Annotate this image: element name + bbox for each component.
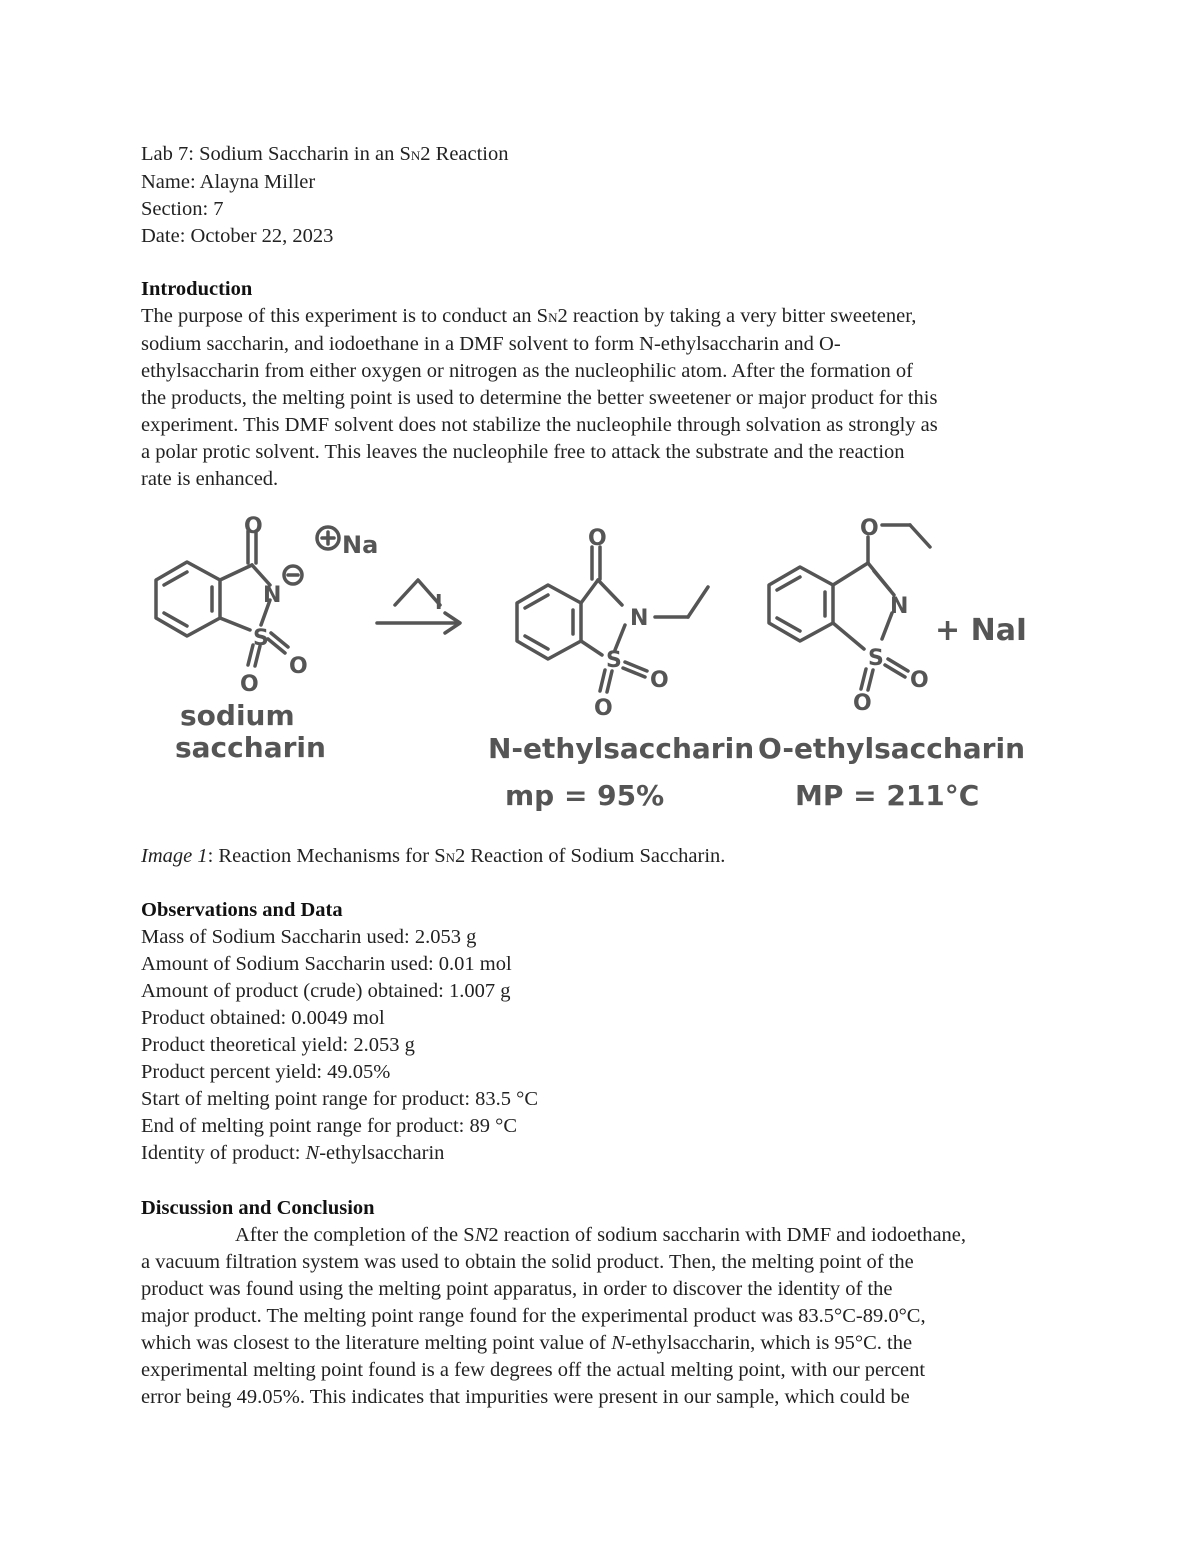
introduction-heading: Introduction: [141, 278, 253, 300]
atom-label-n: N: [263, 583, 282, 608]
caption-label: Image 1: [141, 845, 208, 867]
atom-label-o: O: [244, 514, 263, 539]
intro-line: ethylsaccharin from either oxygen or nitrogen as the nucleophilic atom. After the formation of: [141, 360, 913, 382]
intro-line: the products, the melting point is used to determine the better sweetener or major product for this: [141, 387, 938, 409]
atom-label-s: S: [868, 646, 884, 671]
atom-label-o: O: [594, 696, 613, 721]
intro-line: sodium saccharin, and iodoethane in a DMF solvent to form N-ethylsaccharin and O-: [141, 333, 841, 355]
atom-label-o: O: [650, 668, 669, 693]
data-item: Product percent yield: 49.05%: [141, 1061, 391, 1083]
atom-label-s: S: [606, 648, 622, 673]
discussion-line: which was closest to the literature melting point value of N-ethylsaccharin, which is 95°C. the: [141, 1332, 913, 1354]
n-ethylsaccharin-mp: mp = 95%: [505, 779, 665, 812]
lab-title: Lab 7: Sodium Saccharin in an SN2 Reaction: [141, 143, 509, 165]
atom-label-o: O: [860, 516, 879, 541]
intro-line: experiment. This DMF solvent does not stabilize the nucleophile through solvation as strongly as: [141, 414, 938, 436]
intro-line: rate is enhanced.: [141, 468, 279, 490]
atom-label-o: O: [910, 668, 929, 693]
atom-label-n: N: [890, 594, 909, 619]
data-item: End of melting point range for product: 89 °C: [141, 1115, 517, 1137]
discussion-line: error being 49.05%. This indicates that impurities were present in our sample, which could be: [141, 1386, 910, 1408]
sodium-label: sodium: [180, 699, 295, 732]
discussion-line: After the completion of the SN2 reaction of sodium saccharin with DMF and iodoethane,: [235, 1224, 967, 1246]
data-item: Product theoretical yield: 2.053 g: [141, 1034, 415, 1056]
atom-label-n: N: [630, 606, 649, 631]
reaction-drawing: [140, 505, 1040, 825]
sodium-saccharin-structure: [156, 527, 339, 666]
figure-caption: Image 1: Reaction Mechanisms for SN2 Reaction of Sodium Saccharin.: [141, 845, 726, 867]
atom-label-o: O: [588, 526, 607, 551]
saccharin-label: saccharin: [175, 731, 326, 764]
product-identity: Identity of product: N-ethylsaccharin: [141, 1142, 445, 1164]
data-item: Start of melting point range for product: 83.5 °C: [141, 1088, 539, 1110]
discussion-line: a vacuum filtration system was used to obtain the solid product. Then, the melting point of the: [141, 1251, 914, 1273]
iodine-label: I: [435, 590, 443, 614]
discussion-line: product was found using the melting point apparatus, in order to discover the identity of the: [141, 1278, 893, 1300]
student-name: Name: Alayna Miller: [141, 171, 316, 193]
reaction-arrow: [377, 580, 460, 633]
lab-date: Date: October 22, 2023: [141, 225, 334, 247]
header-block: [141, 141, 1081, 250]
o-ethylsaccharin-label: O-ethylsaccharin: [758, 732, 1026, 765]
reaction-mechanism-figure: [140, 505, 1040, 825]
section-number: Section: 7: [141, 198, 224, 220]
nai-label: + NaI: [935, 613, 1028, 648]
intro-line: The purpose of this experiment is to conduct an SN2 reaction by taking a very bitter sweetener,: [141, 305, 917, 327]
data-item: Amount of product (crude) obtained: 1.007 g: [141, 980, 511, 1002]
intro-line: a polar protic solvent. This leaves the nucleophile free to attack the substrate and the reaction: [141, 441, 905, 463]
discussion-section: [141, 1195, 1081, 1411]
o-ethylsaccharin-mp: MP = 211°C: [795, 779, 980, 812]
data-item: Mass of Sodium Saccharin used: 2.053 g: [141, 926, 477, 948]
n-ethylsaccharin-label: N-ethylsaccharin: [488, 732, 755, 765]
introduction-section: [141, 276, 1081, 493]
discussion-line: major product. The melting point range found for the experimental product was 83.5°C-89.0°C,: [141, 1305, 926, 1327]
data-item: Amount of Sodium Saccharin used: 0.01 mol: [141, 953, 512, 975]
discussion-heading: Discussion and Conclusion: [141, 1197, 375, 1219]
observations-heading: Observations and Data: [141, 899, 343, 921]
atom-label-o: O: [853, 691, 872, 716]
atom-label-o: O: [289, 654, 308, 679]
atom-label-s: S: [253, 626, 269, 651]
data-item: Product obtained: 0.0049 mol: [141, 1007, 385, 1029]
discussion-line: experimental melting point found is a few degrees off the actual melting point, with our percent: [141, 1359, 926, 1381]
na-label: Na: [342, 531, 379, 559]
atom-label-o: O: [240, 672, 259, 697]
observations-section: [141, 897, 1081, 1167]
